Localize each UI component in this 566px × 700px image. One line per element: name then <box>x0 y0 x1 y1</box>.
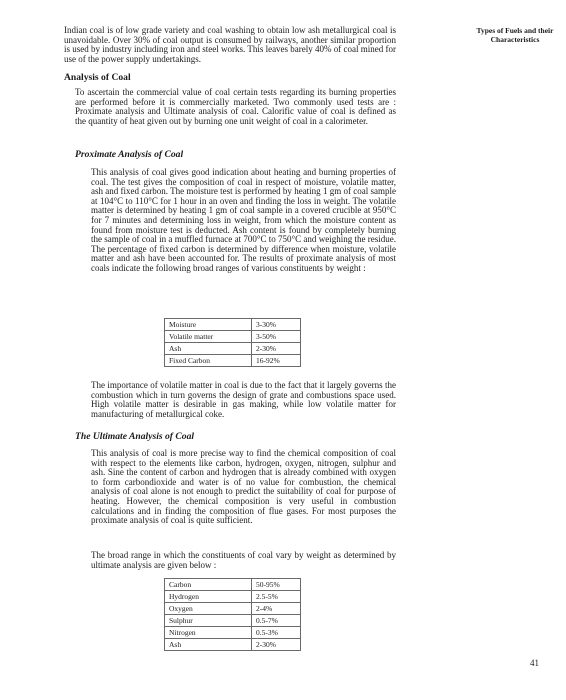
ultimate-paragraph: This analysis of coal is more precise way to find the chemical composition of coal with respect to the elements like carbon, hydrogen, oxygen, nitrogen, sulphur and ash. Sine the content of carbon and hydrogen that is already combined with oxygen to form carbondioxide and water is of no value for combustion, the chemical analysis of coal alone is not enough to predict the suitability of coal for purpose of heating. However, the chemical composition is very useful in combustion calculations and in finding the composition of flue gases. For most purposes the proximate analysis of coal is quite sufficient. <box>91 448 396 526</box>
table-row <box>165 319 301 331</box>
table-cell-value: 2-30% <box>252 343 301 355</box>
table-cell-name: Ash <box>165 343 252 355</box>
table-row <box>165 355 301 367</box>
table-cell-value: 3-30% <box>252 319 301 331</box>
ultimate-table <box>164 578 301 651</box>
table-cell-value: 50-95% <box>252 579 301 591</box>
table-cell-name: Fixed Carbon <box>165 355 252 367</box>
table-cell-value: 0.5-7% <box>252 615 301 627</box>
ultimate-intro-paragraph: The broad range in which the constituents of coal vary by weight as determined by ultimate analysis are given below : <box>91 550 396 570</box>
table-row <box>165 579 301 591</box>
analysis-paragraph: To ascertain the commercial value of coal certain tests regarding its burning properties are performed before it is commercially marketed. Two commonly used tests are : Proximate analysis and Ultimate analysis of coal. Calorific value of coal is defined as the quantity of heat given out by burning one unit weight of coal in a calorimeter. <box>75 87 396 126</box>
table-row <box>165 343 301 355</box>
ultimate-heading: The Ultimate Analysis of Coal <box>75 431 195 442</box>
volatile-paragraph: The importance of volatile matter in coal is due to the fact that it largely governs the combustion which in turn governs the design of grate and combustions space used. High volatile matter is desirable in gas making, while low volatile matter for manufacturing of metallurgical coke. <box>91 380 396 419</box>
table-cell-name: Sulphur <box>165 615 252 627</box>
table-row <box>165 627 301 639</box>
table-cell-name: Moisture <box>165 319 252 331</box>
page-number: 41 <box>530 658 539 668</box>
table-row <box>165 591 301 603</box>
table-cell-value: 2.5-5% <box>252 591 301 603</box>
table-cell-name: Carbon <box>165 579 252 591</box>
proximate-paragraph: This analysis of coal gives good indication about heating and burning properties of coal. The test gives the composition of coal in respect of moisture, volatile matter, ash and fixed carbon. The moisture test is performed by heating 1 gm of coal sample at 104°C to 110°C for 1 hour in an oven and finding the loss in weight. The volatile matter is determined by heating 1 gm of coal sample in a covered crucible at 950°C for 7 minutes and determining loss in weight, from which the moisture content as found from moisture test is deducted. Ash content is found by completely burning the sample of coal in a muffled furnace at 700°C to 750°C and weighing the residue. The percentage of fixed carbon is determined by difference when moisture, volatile matter and ash have been accounted for. The results of proximate analysis of most coals indicate the following broad ranges of various constituents by weight : <box>91 167 396 273</box>
table-cell-name: Ash <box>165 639 252 651</box>
side-note: Types of Fuels and their Characteristics <box>476 26 554 44</box>
table-cell-value: 16-92% <box>252 355 301 367</box>
proximate-heading: Proximate Analysis of Coal <box>75 149 184 160</box>
table-row <box>165 331 301 343</box>
table-cell-value: 3-50% <box>252 331 301 343</box>
proximate-table <box>164 318 301 367</box>
table-cell-name: Volatile matter <box>165 331 252 343</box>
intro-paragraph: Indian coal is of low grade variety and coal washing to obtain low ash metallurgical coal is unavoidable. Over 30% of coal output is consumed by railways, another similar proportion is used by industry including iron and steel works. This leaves barely 40% of coal mined for use of the power supply undertakings. <box>64 25 397 64</box>
table-cell-value: 2-4% <box>252 603 301 615</box>
table-cell-value: 0.5-3% <box>252 627 301 639</box>
table-row <box>165 603 301 615</box>
table-cell-name: Oxygen <box>165 603 252 615</box>
table-cell-value: 2-30% <box>252 639 301 651</box>
table-cell-name: Hydrogen <box>165 591 252 603</box>
table-row <box>165 639 301 651</box>
table-row <box>165 615 301 627</box>
analysis-heading: Analysis of Coal <box>64 72 131 83</box>
table-cell-name: Nitrogen <box>165 627 252 639</box>
